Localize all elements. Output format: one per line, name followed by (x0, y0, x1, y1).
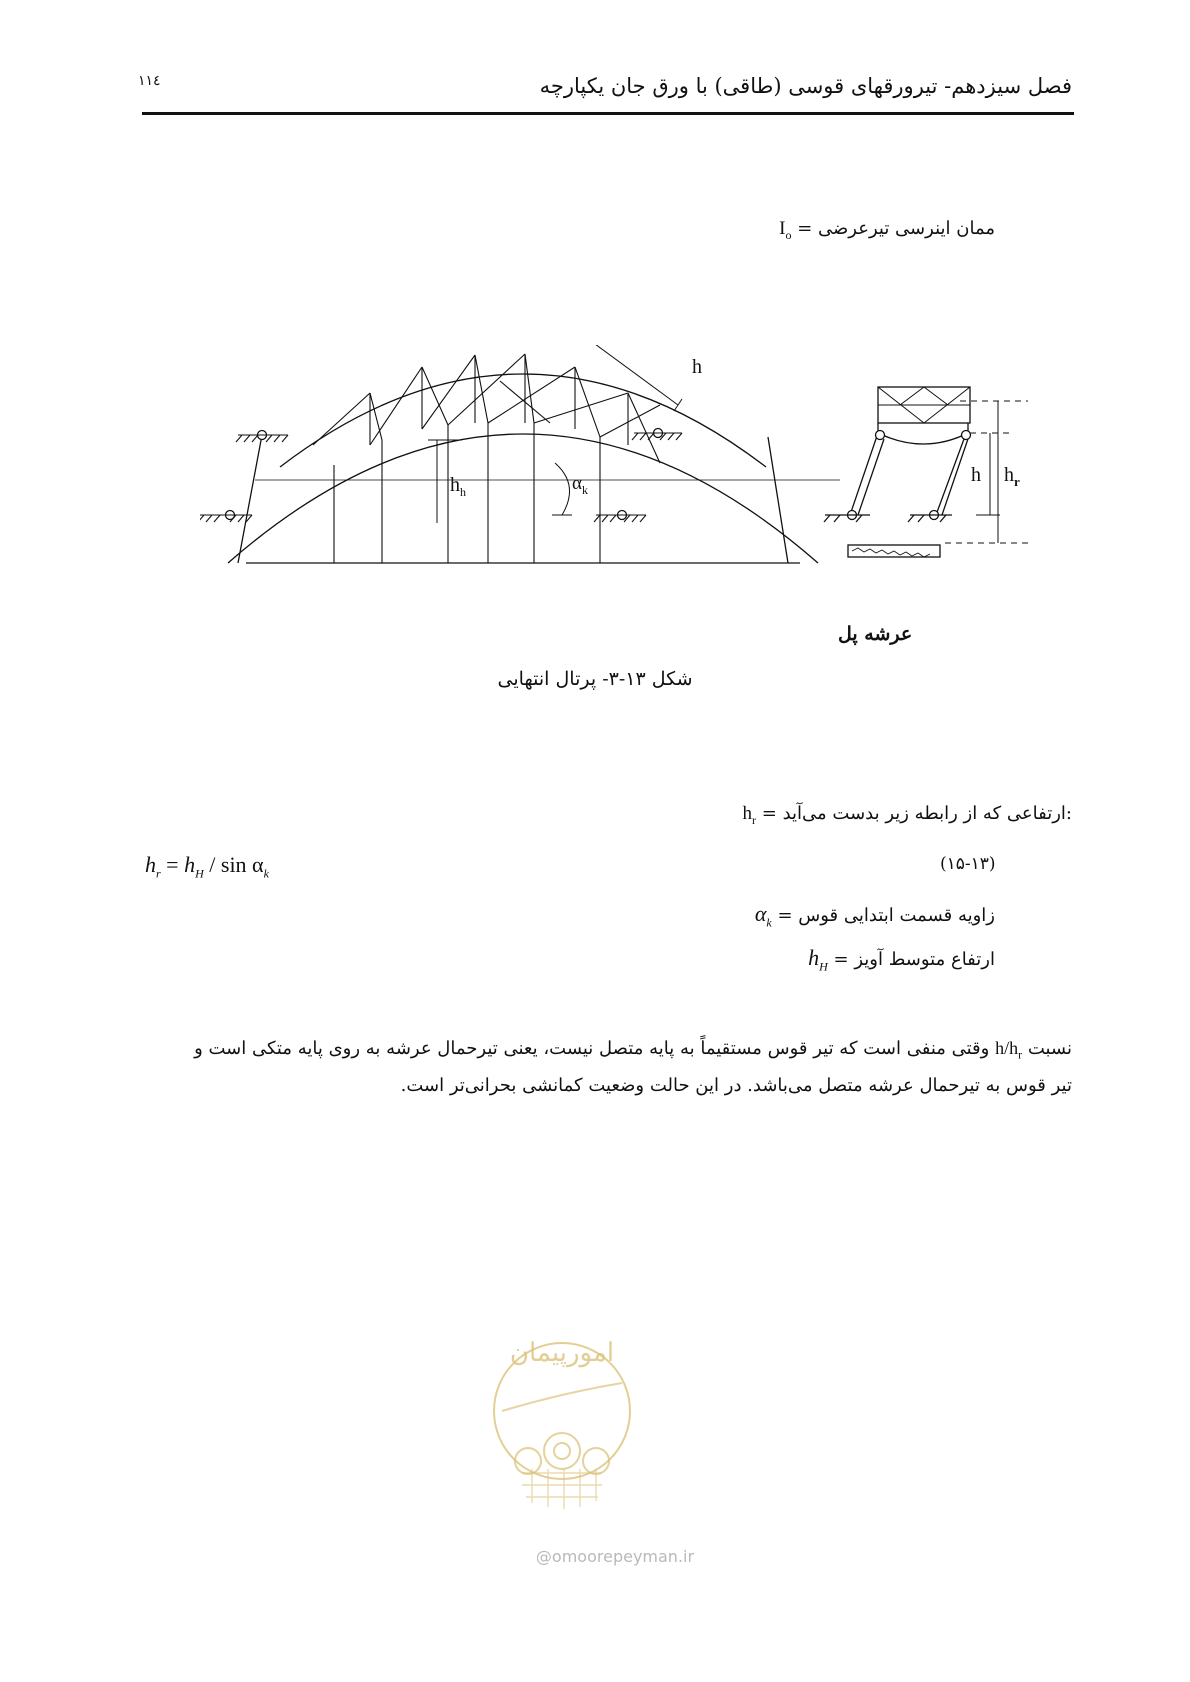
definition-hH (808, 945, 995, 974)
paragraph-line-2: تیر قوس به تیرحمال عرشه متصل می‌باشد. در این حالت وضعیت کمانشی بحرانی‌تر است. (400, 1075, 1072, 1096)
label-h-diagonal: h (692, 356, 702, 378)
upper-arch-chord (280, 374, 766, 467)
portal-left-leg (850, 433, 884, 515)
portal-right-leg (936, 433, 970, 515)
hH-description: = ارتفاع متوسط آویز (833, 949, 995, 970)
figure-caption: شکل ۱۳-۳- پرتال انتهایی (497, 668, 693, 690)
definition-hr (743, 803, 1072, 828)
paragraph-line-1: نسبت $h/h_r$ وقتی منفی است که تیر قوس مستقیماً به پایه متصل نیست، یعنی تیرحمال عرشه به روی پایه متکی است و (194, 1038, 1072, 1062)
alpha-arc (555, 463, 570, 515)
lower-arch-chord (228, 434, 818, 563)
watermark-url: @omoorepeyman.ir (535, 1547, 695, 1566)
deck-caption: عرشه پل (838, 623, 913, 645)
bracing-diagonals (313, 354, 660, 463)
io-symbol: $I_o$ (779, 218, 792, 242)
label-hr-side: $h_r$ (1004, 464, 1020, 489)
grid-icon (522, 1469, 602, 1509)
hr-symbol: $h_r$ (742, 803, 757, 827)
chapter-title: فصل سیزدهم- تیرورقهای قوسی (طاقی) با ورق جان یکپارچه (539, 74, 1072, 98)
watermark-logo-text: امورپیمان (509, 1338, 615, 1367)
bracing-verticals (370, 354, 628, 445)
hangers (334, 423, 600, 563)
watermark-logo (492, 1283, 632, 1553)
portal-knee-brace (878, 433, 968, 444)
label-hh: $h_h$ (450, 474, 466, 499)
definition-io (779, 218, 995, 243)
io-description: = ممان اینرسی تیرعرضی (797, 218, 995, 239)
definition-alpha (755, 901, 995, 930)
formula-hr: $h_r = h_H / \sin \alpha_k$ (145, 852, 269, 881)
label-alpha: $\alpha_k$ (572, 473, 588, 497)
alpha-symbol: $\alpha_k$ (754, 901, 772, 930)
page-number: ۱۱٤ (138, 73, 161, 89)
side-portal-view (824, 387, 1028, 557)
hr-description: = ارتفاعی که از رابطه زیر بدست می‌آید: (761, 803, 1072, 824)
equation-number: (۱۵-۱۳) (940, 854, 996, 874)
end-portal-figure (200, 345, 1080, 630)
main-arch-elevation (200, 345, 840, 563)
ground-hatching (200, 433, 682, 522)
gear-icon (515, 1433, 609, 1474)
alpha-description: = زاویه قسمت ابتدایی قوس (777, 905, 995, 926)
label-h-side: h (971, 464, 981, 486)
header-rule (142, 112, 1074, 115)
ratio-symbol: $h/h_r$ (995, 1038, 1023, 1062)
right-end-post (768, 437, 788, 563)
hH-symbol: $h_H$ (808, 945, 828, 974)
